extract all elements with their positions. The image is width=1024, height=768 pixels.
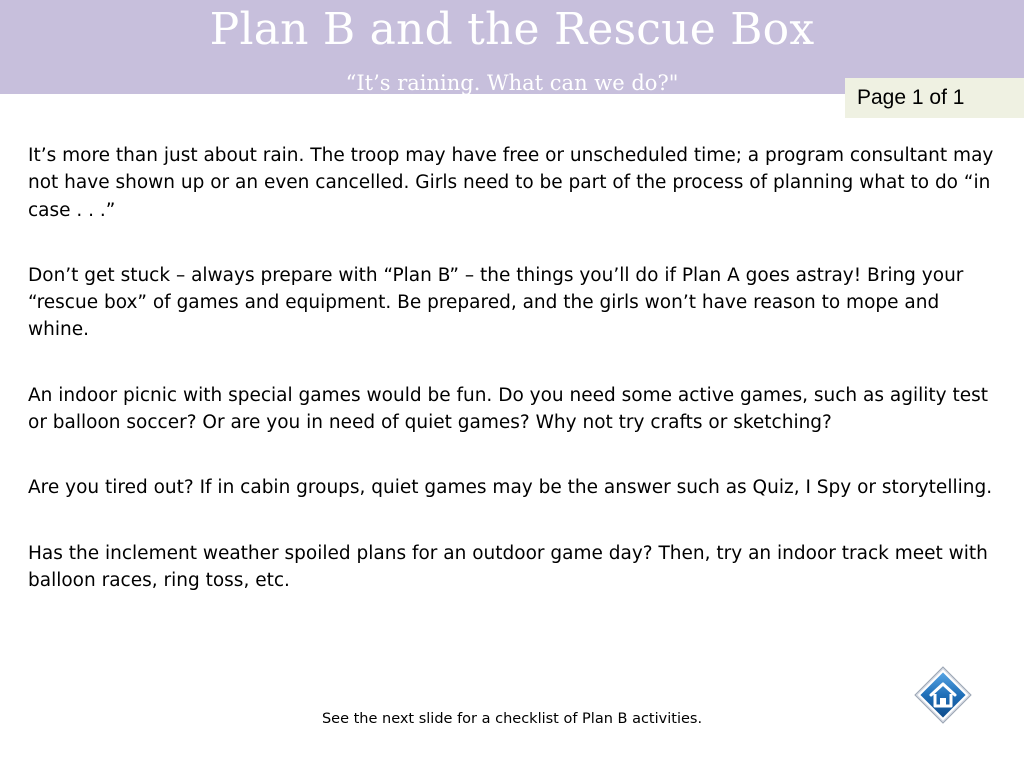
slide-title: Plan B and the Rescue Box [209, 4, 815, 55]
footer-note: See the next slide for a checklist of Plan B activities. [321, 711, 703, 727]
slide-subtitle: “It’s raining. What can we do?" [345, 71, 679, 94]
home-icon [912, 664, 974, 726]
paragraph: An indoor picnic with special games would be fun. Do you need some active games, such as agility test or balloon soccer? Or are you in need of quiet games? Why not try crafts or sketching? [28, 384, 988, 434]
home-button[interactable] [912, 664, 974, 726]
paragraph: Has the inclement weather spoiled plans for an outdoor game day? Then, try an indoor track meet with balloon races, ring toss, etc. [28, 542, 988, 591]
body-text [28, 142, 1003, 632]
paragraph: Don’t get stuck – always prepare with “Plan B” – the things you’ll do if Plan A goes astray! Bring your “rescue box” of games and equipment. Be prepared, and the girls won’t have reason to mope and whine. [28, 264, 964, 341]
paragraph: Are you tired out? If in cabin groups, quiet games may be the answer such as Quiz, I Spy or storytelling. [28, 477, 993, 499]
page-indicator: Page 1 of 1 [845, 78, 1024, 118]
paragraph: It’s more than just about rain. The troop may have free or unscheduled time; a program consultant may not have shown up or an even cancelled. Girls need to be part of the process of planning what to do “in case . . .” [28, 145, 994, 221]
